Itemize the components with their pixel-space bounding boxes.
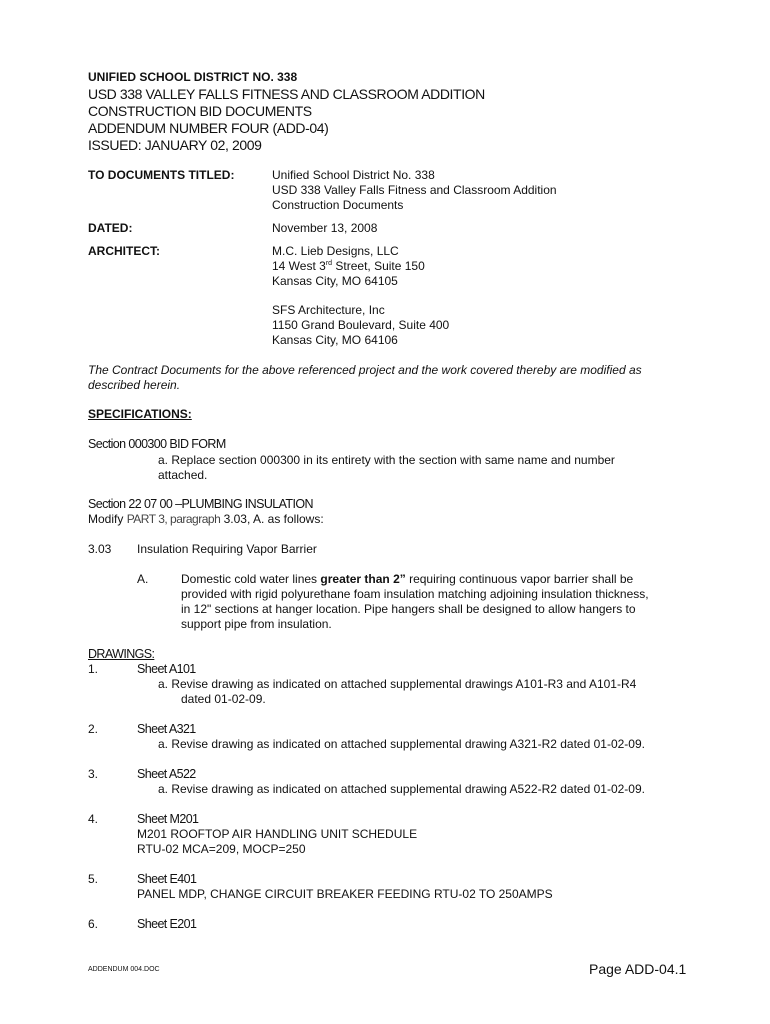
addendum-title: ADDENDUM NUMBER FOUR (ADD-04)	[88, 120, 329, 136]
project-title: USD 338 VALLEY FALLS FITNESS AND CLASSROOM ADDITION	[88, 86, 485, 102]
section-text: a. Replace section 000300 in its entirety with the section with same name and number	[158, 453, 615, 467]
to-documents-label: TO DOCUMENTS TITLED:	[88, 168, 235, 182]
dated-label: DATED:	[88, 221, 133, 235]
modify-line: Modify PART 3, paragraph 3.03, A. as follows:	[88, 512, 324, 526]
drawing-sheet: Sheet A522	[137, 767, 196, 781]
drawing-sheet: Sheet A321	[137, 722, 196, 736]
drawing-num: 2.	[88, 722, 99, 736]
intro-text: described herein.	[88, 378, 181, 392]
drawing-num: 3.	[88, 767, 99, 781]
architect2-city: Kansas City, MO 64106	[272, 333, 398, 347]
item-text: support pipe from insulation.	[181, 617, 332, 631]
district-heading: UNIFIED SCHOOL DISTRICT NO. 338	[88, 70, 298, 84]
architect-label: ARCHITECT:	[88, 244, 160, 258]
paragraph-number: 3.03	[88, 542, 112, 556]
drawing-text: PANEL MDP, CHANGE CIRCUIT BREAKER FEEDING RTU-02 TO 250AMPS	[137, 887, 553, 901]
drawing-text: RTU-02 MCA=209, MOCP=250	[137, 842, 306, 856]
to-documents-line: USD 338 Valley Falls Fitness and Classroom Addition	[272, 183, 557, 197]
to-documents-line: Unified School District No. 338	[272, 168, 435, 182]
drawing-num: 4.	[88, 812, 99, 826]
drawing-num: 1.	[88, 662, 99, 676]
item-text: Domestic cold water lines greater than 2” requiring continuous vapor barrier shall be	[181, 572, 634, 586]
specifications-heading: SPECIFICATIONS:	[88, 407, 192, 421]
dated-value: November 13, 2008	[272, 221, 378, 235]
drawing-sheet: Sheet M201	[137, 812, 199, 826]
drawing-sheet: Sheet A101	[137, 662, 196, 676]
drawing-num: 6.	[88, 917, 99, 931]
drawing-text: a. Revise drawing as indicated on attached supplemental drawing A321-R2 dated 01-02-09.	[158, 737, 645, 751]
intro-text: The Contract Documents for the above referenced project and the work covered thereby are modified as	[88, 363, 642, 377]
item-label: A.	[137, 572, 149, 586]
drawing-text: dated 01-02-09.	[181, 692, 266, 706]
bid-docs-title: CONSTRUCTION BID DOCUMENTS	[88, 103, 312, 119]
architect1-name: M.C. Lieb Designs, LLC	[272, 244, 399, 258]
drawing-text: M201 ROOFTOP AIR HANDLING UNIT SCHEDULE	[137, 827, 418, 841]
section-title: Section 22 07 00 –PLUMBING INSULATION	[88, 497, 313, 511]
drawing-sheet: Sheet E201	[137, 917, 197, 931]
footer-filename: ADDENDUM 004.DOC	[88, 966, 160, 973]
page-number: Page ADD-04.1	[589, 961, 687, 977]
architect1-city: Kansas City, MO 64105	[272, 274, 398, 288]
section-title: Section 000300 BID FORM	[88, 437, 226, 451]
paragraph-title: Insulation Requiring Vapor Barrier	[137, 542, 317, 556]
item-text: in 12" sections at hanger location. Pipe hangers shall be designed to allow hangers to	[181, 602, 636, 616]
item-text: provided with rigid polyurethane foam insulation matching adjoining insulation thickness,	[181, 587, 649, 601]
drawing-text: a. Revise drawing as indicated on attached supplemental drawing A522-R2 dated 01-02-09.	[158, 782, 645, 796]
architect1-street: 14 West 3rd Street, Suite 150	[272, 259, 425, 273]
drawing-num: 5.	[88, 872, 99, 886]
architect2-name: SFS Architecture, Inc	[272, 303, 385, 317]
drawings-heading: DRAWINGS:	[88, 647, 155, 661]
architect2-street: 1150 Grand Boulevard, Suite 400	[272, 318, 450, 332]
drawing-text: a. Revise drawing as indicated on attached supplemental drawings A101-R3 and A101-R4	[158, 677, 637, 691]
to-documents-line: Construction Documents	[272, 198, 404, 212]
section-text: attached.	[158, 468, 208, 482]
drawing-sheet: Sheet E401	[137, 872, 197, 886]
issued-date: ISSUED: JANUARY 02, 2009	[88, 137, 262, 153]
